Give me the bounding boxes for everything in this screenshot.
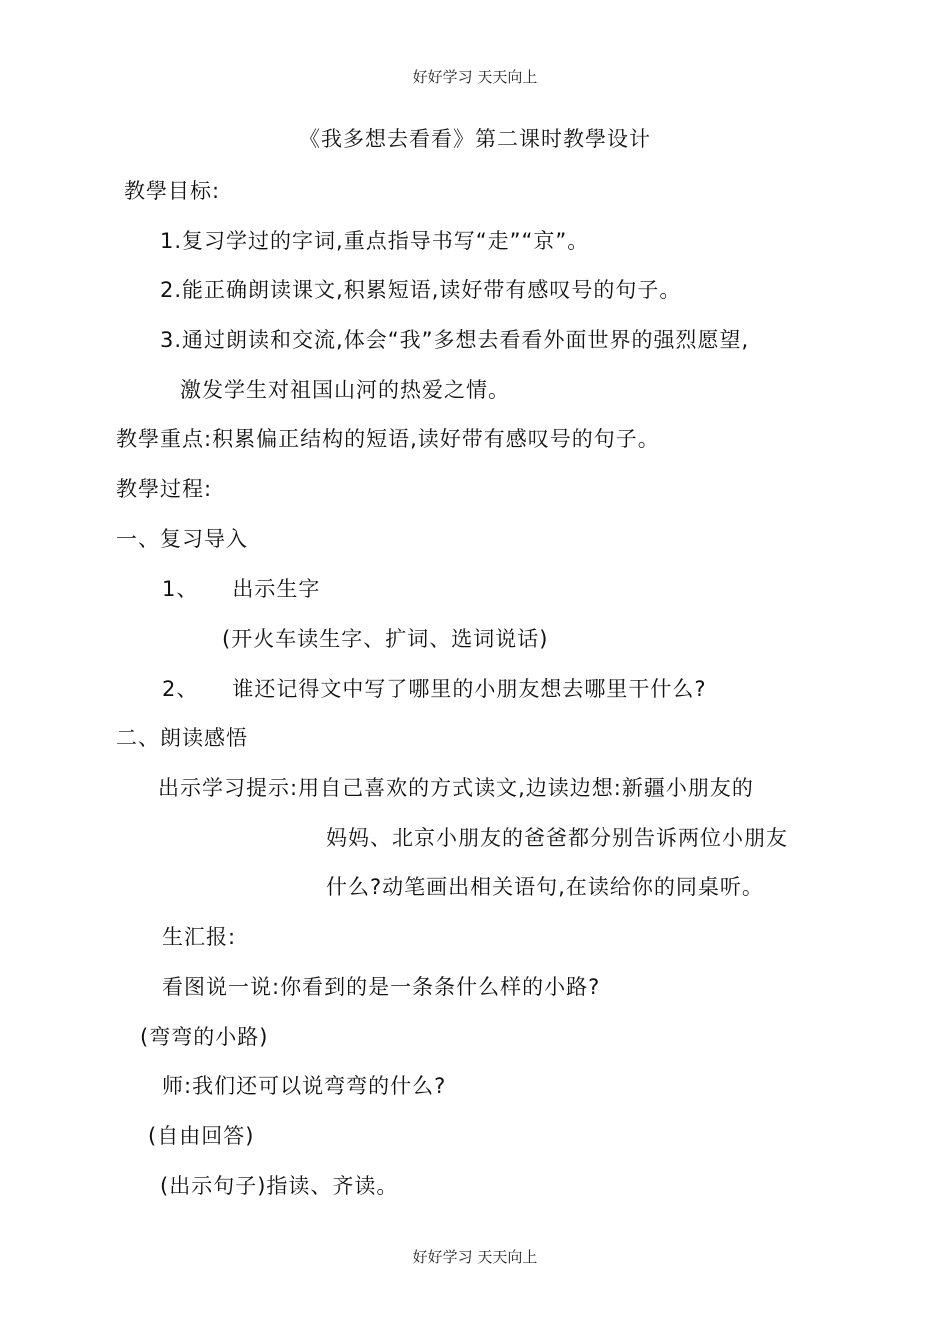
free-answer: (自由回答) <box>148 1124 255 1148</box>
section-1-item-1-note: (开火车读生字、扩词、选词说话) <box>222 627 549 651</box>
section-1-heading: 一、复习导入 <box>116 527 248 551</box>
document-title: 《我多想去看看》第二课时教學设计 <box>299 127 651 151</box>
section-1-item-2 <box>162 676 707 702</box>
item-1-text: 出示生字 <box>232 577 321 601</box>
item-1-number: 1、 <box>162 577 199 601</box>
key-point: 教學重点:积累偏正结构的短语,读好带有感叹号的句子。 <box>116 427 660 451</box>
student-report: 生汇报: <box>162 925 237 949</box>
page-header: 好好学习 天天向上 <box>412 68 538 86</box>
page-footer: 好好学习 天天向上 <box>412 1248 538 1266</box>
goal-item-3: 3.通过朗读和交流,体会“我”多想去看看外面世界的强烈愿望, <box>160 328 750 352</box>
goal-item-3-cont: 激发学生对祖国山河的热爱之情。 <box>180 378 510 402</box>
show-sentence: (出示句子)指读、齐读。 <box>160 1174 399 1198</box>
answer-curvy-path: (弯弯的小路) <box>140 1025 269 1049</box>
goals-label: 教學目标: <box>124 179 221 203</box>
goal-item-1: 1.复习学过的字词,重点指导书写“走”“京”。 <box>160 229 590 253</box>
section-2-heading: 二、朗读感悟 <box>116 726 248 750</box>
section-1-item-1 <box>162 576 320 602</box>
item-2-number: 2、 <box>162 677 199 701</box>
process-label: 教學过程: <box>116 477 213 501</box>
goal-item-2: 2.能正确朗读课文,积累短语,读好带有感叹号的句子。 <box>160 278 682 302</box>
item-2-text: 谁还记得文中写了哪里的小朋友想去哪里干什么? <box>232 677 707 701</box>
teacher-question: 师:我们还可以说弯弯的什么? <box>162 1074 447 1098</box>
prompt-line-1: 出示学习提示:用自己喜欢的方式读文,边读边想:新疆小朋友的 <box>158 776 754 800</box>
look-and-say: 看图说一说:你看到的是一条条什么样的小路? <box>162 975 601 999</box>
prompt-line-2: 妈妈、北京小朋友的爸爸都分别告诉两位小朋友 <box>326 826 788 850</box>
prompt-line-3: 什么?动笔画出相关语句,在读给你的同桌听。 <box>326 875 764 899</box>
